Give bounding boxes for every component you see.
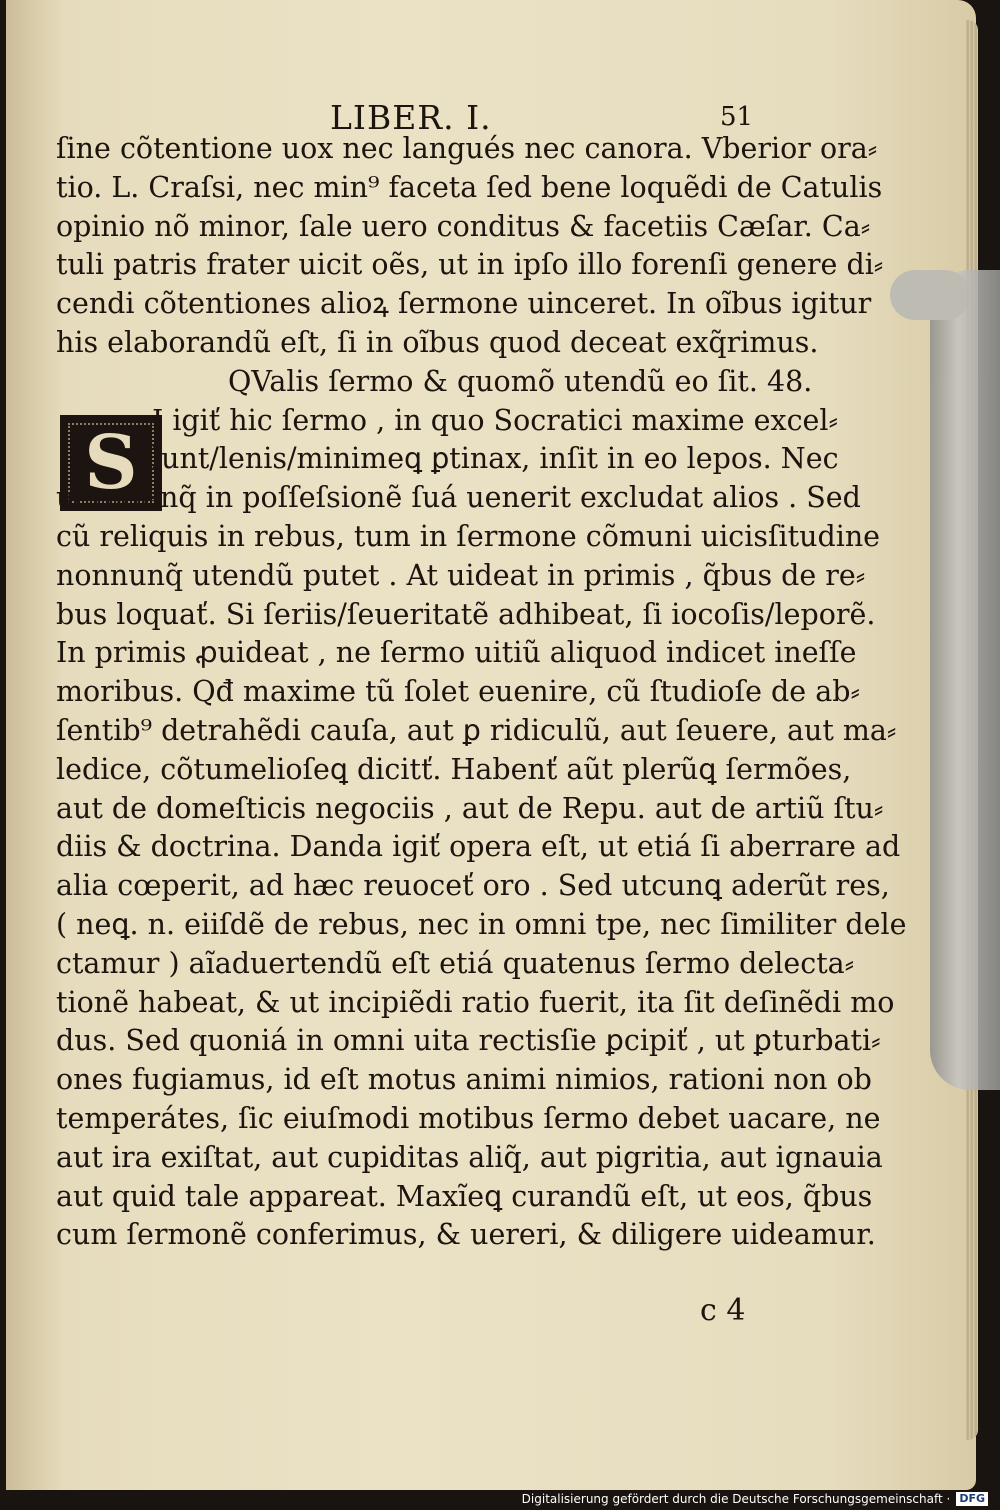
text-line: his elaborandũ eſt, ſi in oĩbus quod deceat exq̃rimus. (56, 325, 819, 359)
text-line: ſentib⁹ detrahẽdi cauſa, aut ꝑ ridiculũ, aut ſeuere, aut ma⸗ (56, 713, 897, 747)
text-line: alia cœperit, ad hæc reuoceť oro . Sed utcunꝗ aderũt res, (56, 869, 890, 903)
text-line: cendi cõtentiones alioꝝ ſermone uinceret. In oĩbus igitur (56, 287, 872, 321)
text-line: bus loquať. Si ſeriis/ſeueritatẽ adhibeat, ſi iocoſis/leporẽ. (56, 597, 876, 631)
book-clamp (930, 270, 1000, 1090)
text-line: lunt/lenis/minimeꝗ ꝑtinax, inſit in eo lepos. Nec (152, 442, 839, 476)
text-line: cum ſermonẽ conferimus, & uereri, & diligere uideamur. (56, 1218, 876, 1252)
initial-letter: S (84, 420, 138, 506)
text-line: nonnunq̃ utendũ putet . At uideat in primis , q̃bus de re⸗ (56, 558, 866, 592)
section-heading: QValis ſermo & quomõ utendũ eo ſit. 48. (228, 364, 813, 398)
text-line: ſine cõtentione uox nec langués nec canora. Vberior ora⸗ (56, 132, 878, 165)
text-line: aut quid tale appareat. Maxĩeꝗ curandũ eſt, ut eos, q̃bus (56, 1179, 873, 1213)
text-line: I igiť hic ſermo , in quo Socratici maxime excel⸗ (152, 403, 839, 437)
text-line: cũ reliquis in rebus, tum in ſermone cõmuni uicisſitudine (56, 519, 881, 553)
text-line: tionẽ habeat, & ut incipiẽdi ratio fuerit, ita ſit deſinẽdi mo (56, 985, 895, 1019)
text-line: tuli patris frater uicit oẽs, ut in ipſo illo forenſi genere di⸗ (56, 248, 884, 282)
footer-credit: Digitalisierung gefördert durch die Deutsche Forschungsgemeinschaft · (521, 1492, 951, 1506)
signature-mark: c 4 (700, 1293, 746, 1328)
running-head: LIBER. I. (330, 98, 492, 137)
text-line: tio. L. Craſsi, nec min⁹ faceta ſed bene loquẽdi de Catulis (56, 170, 883, 204)
dfg-logo: DFG (956, 1492, 988, 1506)
folio-number: 51 (720, 102, 754, 132)
text-line: ones fugiamus, id eſt motus animi nimios, rationi non ob (56, 1063, 872, 1097)
text-line: diis & doctrina. Danda igiť opera eſt, ut etiá ſi aberrare ad (56, 830, 901, 864)
digitization-footer (522, 1490, 988, 1508)
text-line: moribus. Qđ maxime tũ ſolet euenire, cũ ſtudioſe de ab⸗ (56, 675, 860, 709)
text-line: In primis ꝓuideat , ne ſermo uitiũ aliquod indicet ineſſe (56, 636, 857, 670)
body-text (56, 130, 907, 1255)
text-line: uero/tanq̃ in poſſeſsionẽ ſuá uenerit excludat alios . Sed (56, 481, 861, 515)
text-line: temperátes, ſic eiuſmodi motibus ſermo debet uacare, ne (56, 1101, 881, 1135)
text-line: dus. Sed quoniá in omni uita rectisſie ꝑcipiť , ut ꝑturbati⸗ (56, 1024, 881, 1058)
text-line: aut ira exiſtat, aut cupiditas aliq̃, aut pigritia, aut ignauia (56, 1140, 883, 1174)
text-line: aut de domeſticis negociis , aut de Repu. aut de artiũ ſtu⸗ (56, 791, 884, 825)
text-line: opinio nõ minor, ſale uero conditus & facetiis Cæſar. Ca⸗ (56, 209, 871, 243)
text-line: ledice, cõtumelioſeꝗ dicitť. Habenť aũt plerũꝗ ſermões, (56, 752, 852, 786)
text-line: ctamur ) aĩaduertendũ eſt etiá quatenus ſermo delecta⸗ (56, 946, 855, 980)
text-line: ( neꝗ. n. eiiſdẽ de rebus, nec in omni tpe, nec ſimiliter dele (56, 907, 907, 941)
